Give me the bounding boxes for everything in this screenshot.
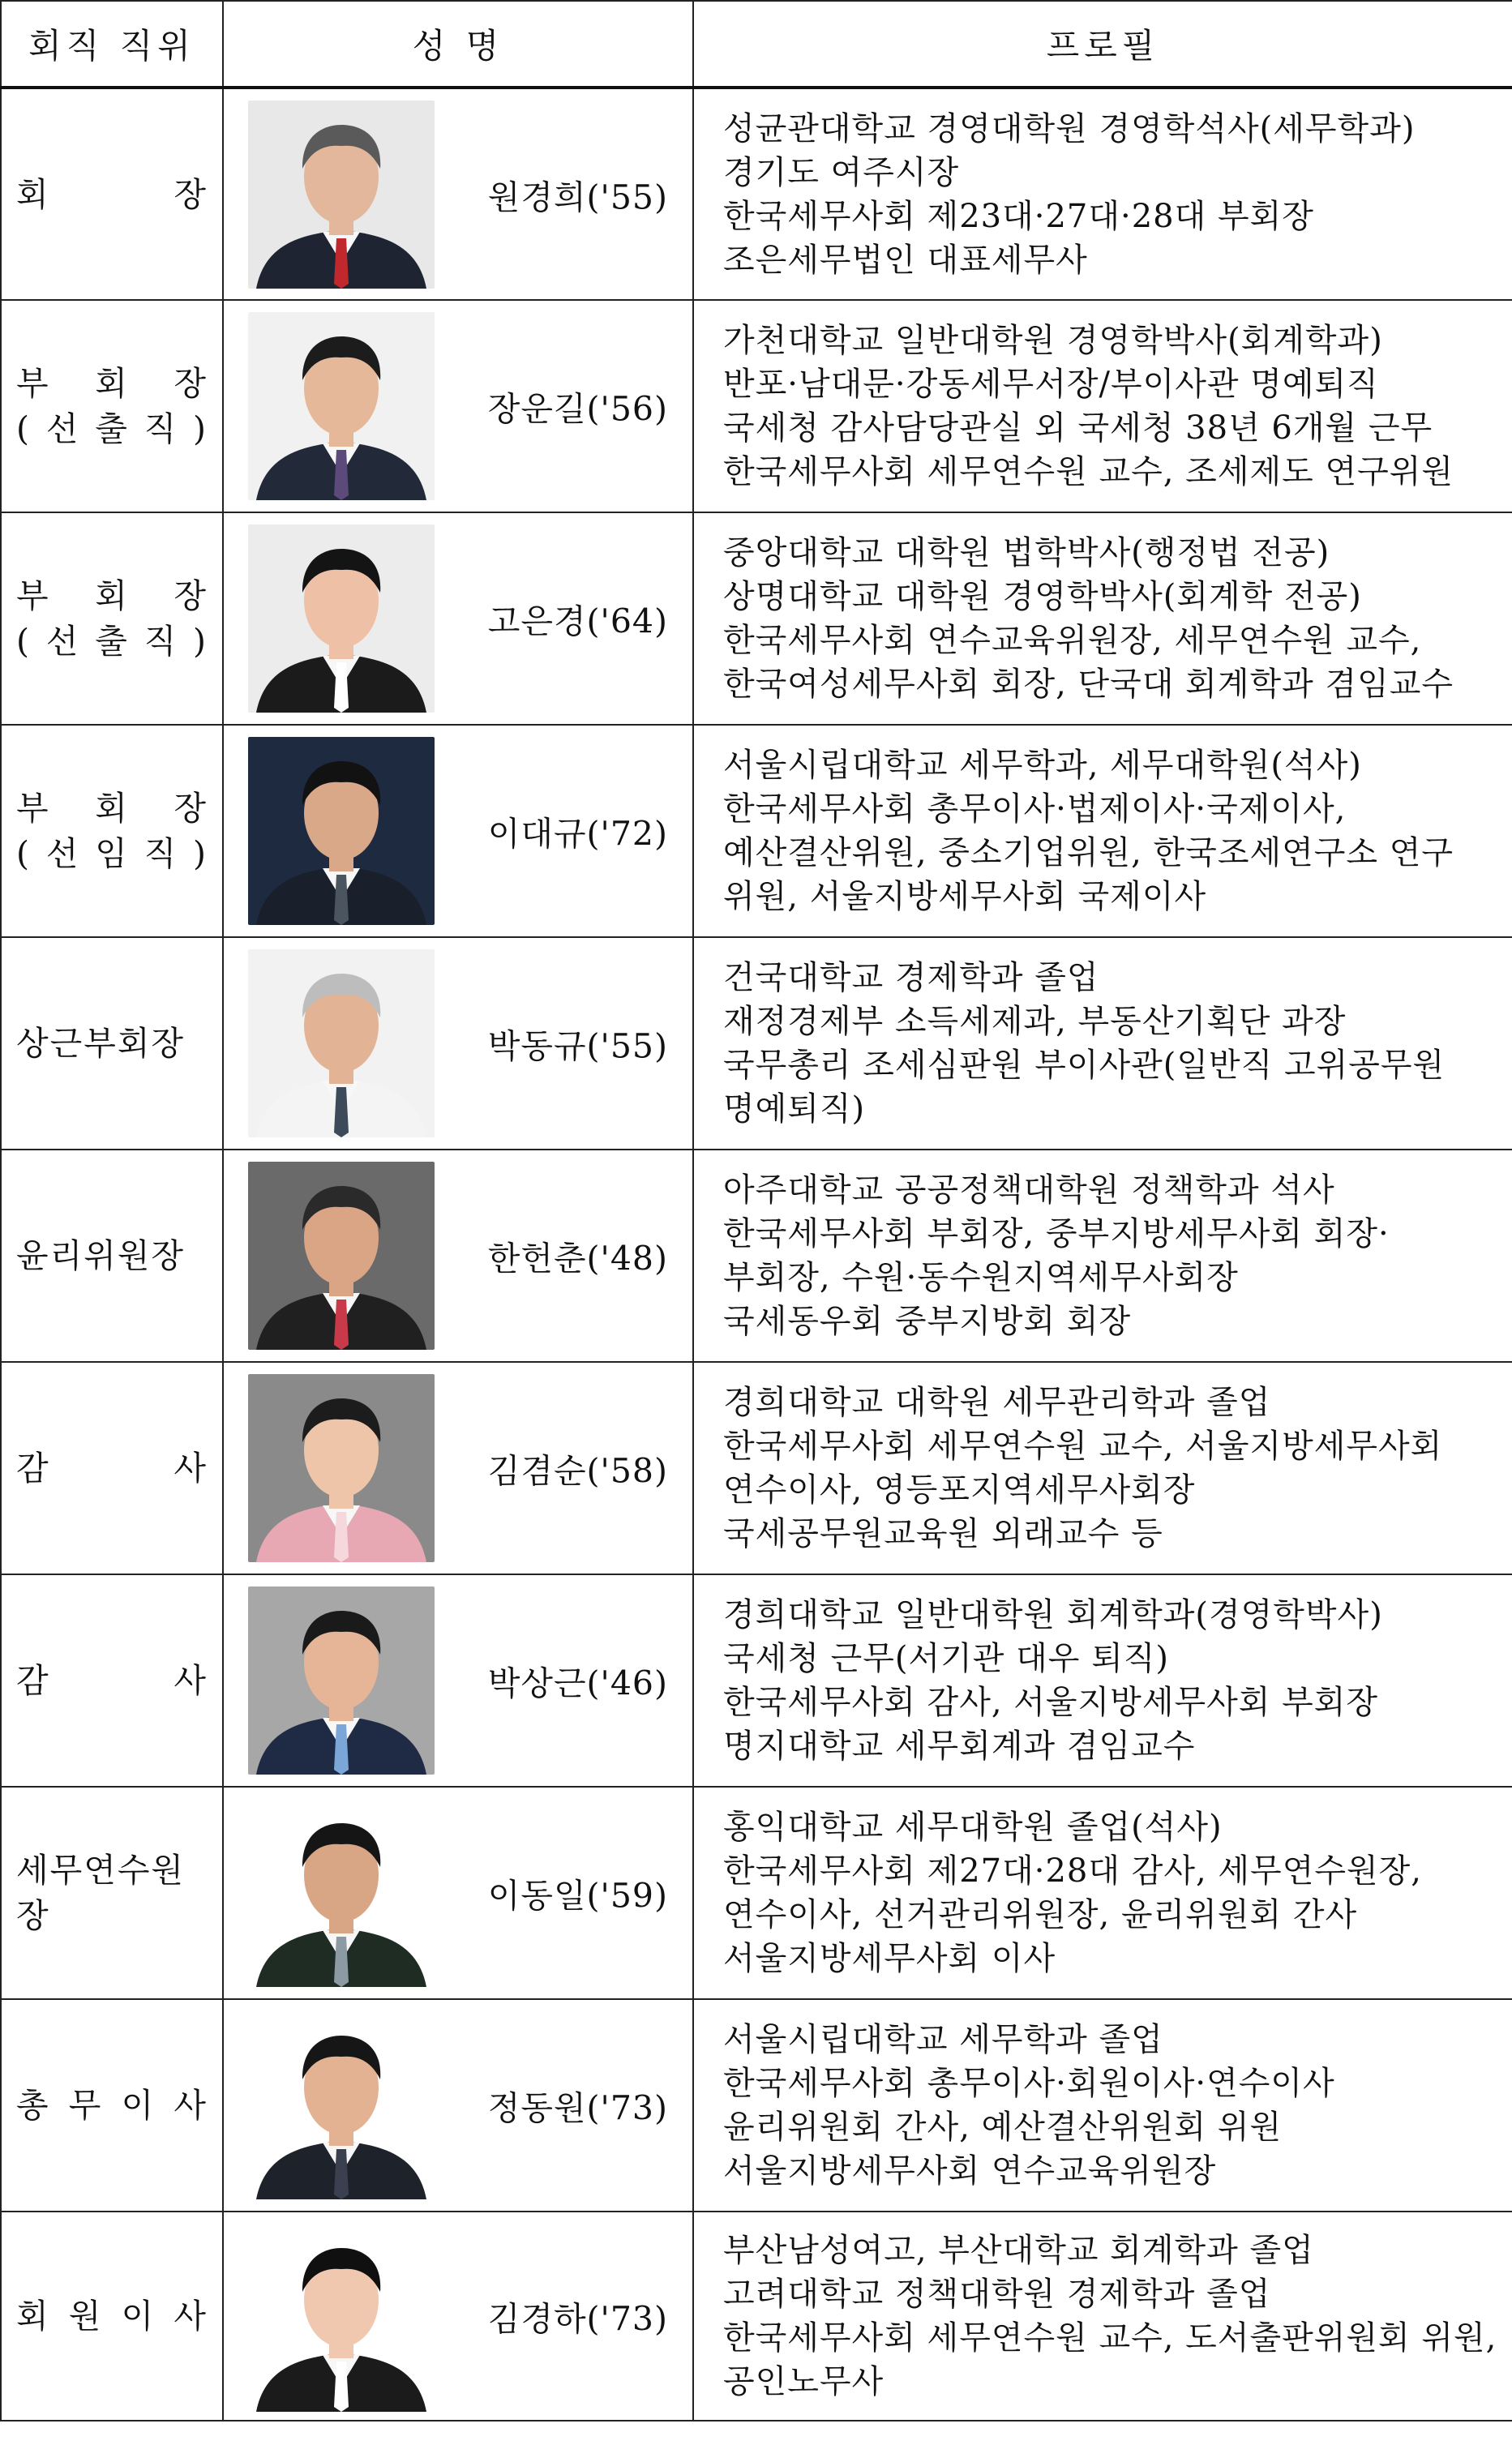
table-row <box>1 512 1512 725</box>
profile-line: 예산결산위원, 중소기업위원, 한국조세연구소 연구 <box>723 834 1454 871</box>
profile-line: 건국대학교 경제학과 졸업 <box>723 959 1099 996</box>
table-row <box>1 725 1512 937</box>
position-label: 회 장 <box>16 174 208 214</box>
position-label: 감 사 <box>16 1661 208 1700</box>
table-row <box>1 1362 1512 1574</box>
profile-cell <box>693 1574 1512 1787</box>
profile-line: 한국세무사회 감사, 서울지방세무사회 부회장 <box>723 1684 1379 1721</box>
profile-line: 반포·남대문·강동세무서장/부이사관 명예퇴직 <box>723 366 1379 403</box>
header-row <box>1 1 1512 88</box>
header-profile: 프로필 <box>693 1 1512 88</box>
portrait-photo <box>248 312 435 500</box>
name-cell <box>223 1150 693 1362</box>
profile-line: 한국세무사회 연수교육위원장, 세무연수원 교수, <box>723 622 1422 659</box>
profile-line: 명지대학교 세무회계과 겸임교수 <box>723 1728 1196 1765</box>
member-name: 박동규('55) <box>487 1026 668 1066</box>
profile-line: 한국여성세무사회 회장, 단국대 회계학과 겸임교수 <box>723 666 1454 703</box>
profile-cell <box>693 2212 1512 2421</box>
table-row <box>1 2212 1512 2421</box>
profile-line: 서울시립대학교 세무학과 졸업 <box>723 2021 1163 2058</box>
position-cell <box>1 512 223 725</box>
name-cell <box>223 1999 693 2212</box>
member-name: 한헌춘('48) <box>487 1239 668 1278</box>
portrait-photo <box>248 2224 435 2412</box>
position-label: 상근부회장 <box>16 1024 186 1063</box>
position-cell <box>1 1999 223 2212</box>
profile-line: 가천대학교 일반대학원 경영학박사(회계학과) <box>723 322 1383 359</box>
profile-line: 국무총리 조세심판원 부이사관(일반직 고위공무원 <box>723 1047 1446 1084</box>
profile-line: 공인노무사 <box>723 2363 884 2400</box>
profile-line: 한국세무사회 제23대·27대·28대 부회장 <box>723 197 1314 235</box>
position-label: 회 원 이 사 <box>16 2297 208 2336</box>
profile-line: 국세청 감사담당관실 외 국세청 38년 6개월 근무 <box>723 409 1433 447</box>
profile-line: 상명대학교 대학원 경영학박사(회계학 전공) <box>723 578 1362 615</box>
position-cell <box>1 1787 223 1999</box>
member-name: 박상근('46) <box>487 1664 668 1703</box>
profile-line: 윤리위원회 간사, 예산결산위원회 위원 <box>723 2109 1283 2146</box>
name-cell <box>223 2212 693 2421</box>
table-row <box>1 88 1512 300</box>
position-cell <box>1 300 223 512</box>
profile-line: 경기도 여주시장 <box>723 153 960 191</box>
profile-cell <box>693 88 1512 300</box>
position-label: ( 선 임 직 ) <box>16 834 208 873</box>
profile-cell <box>693 937 1512 1150</box>
profile-line: 국세공무원교육원 외래교수 등 <box>723 1515 1163 1552</box>
profile-line: 경희대학교 대학원 세무관리학과 졸업 <box>723 1384 1271 1421</box>
portrait-photo <box>248 1586 435 1775</box>
profile-line: 국세동우회 중부지방회 회장 <box>723 1303 1132 1340</box>
profile-line: 한국세무사회 총무이사·회원이사·연수이사 <box>723 2065 1335 2102</box>
profile-line: 조은세무법인 대표세무사 <box>723 241 1088 279</box>
position-cell <box>1 2212 223 2421</box>
member-name: 정동원('73) <box>487 2088 668 2128</box>
member-name: 고은경('64) <box>487 602 668 641</box>
profile-line: 한국세무사회 세무연수원 교수, 조세제도 연구위원 <box>723 453 1454 490</box>
name-cell <box>223 88 693 300</box>
profile-cell <box>693 1999 1512 2212</box>
portrait-photo <box>248 737 435 925</box>
position-label: 부 회 장 <box>16 364 208 403</box>
member-name: 김겸순('58) <box>487 1451 668 1491</box>
name-cell <box>223 937 693 1150</box>
position-label: 감 사 <box>16 1449 208 1488</box>
profile-line: 재정경제부 소득세제과, 부동산기획단 과장 <box>723 1003 1347 1040</box>
table-row <box>1 937 1512 1150</box>
profile-line: 한국세무사회 세무연수원 교수, 서울지방세무사회 <box>723 1428 1443 1465</box>
profile-line: 부회장, 수원·동수원지역세무사회장 <box>723 1259 1239 1296</box>
profile-line: 경희대학교 일반대학원 회계학과(경영학박사) <box>723 1596 1383 1634</box>
position-cell <box>1 725 223 937</box>
table-row <box>1 1999 1512 2212</box>
name-cell <box>223 1362 693 1574</box>
profile-line: 연수이사, 영등포지역세무사회장 <box>723 1471 1196 1509</box>
profile-line: 아주대학교 공공정책대학원 정책학과 석사 <box>723 1171 1335 1209</box>
name-cell <box>223 1787 693 1999</box>
position-label: 부 회 장 <box>16 789 208 828</box>
member-name: 원경희('55) <box>487 178 668 216</box>
profile-line: 한국세무사회 부회장, 중부지방세무사회 회장· <box>723 1215 1390 1252</box>
header-position: 회직 직위 <box>1 1 223 88</box>
table-row <box>1 1787 1512 1999</box>
position-cell <box>1 1150 223 1362</box>
position-label: 세무연수원장 <box>16 1851 186 1935</box>
profile-line: 고려대학교 정책대학원 경제학과 졸업 <box>723 2276 1271 2313</box>
table-row <box>1 1150 1512 1362</box>
profile-cell <box>693 1150 1512 1362</box>
member-name: 장운길('56) <box>487 389 668 429</box>
profile-line: 국세청 근무(서기관 대우 퇴직) <box>723 1640 1170 1677</box>
position-label: 윤리위원장 <box>16 1236 186 1275</box>
profile-cell <box>693 1787 1512 1999</box>
portrait-photo <box>248 949 435 1137</box>
portrait-photo <box>248 525 435 713</box>
position-cell <box>1 1574 223 1787</box>
portrait-photo <box>248 101 435 289</box>
position-cell <box>1 88 223 300</box>
name-cell <box>223 512 693 725</box>
position-label: ( 선 출 직 ) <box>16 409 208 448</box>
profile-line: 한국세무사회 세무연수원 교수, 도서출판위원회 위원, <box>723 2319 1497 2357</box>
member-name: 김경하('73) <box>487 2299 668 2339</box>
table-row <box>1 1574 1512 1787</box>
header-name: 성 명 <box>223 1 693 88</box>
profile-cell <box>693 512 1512 725</box>
position-cell <box>1 1362 223 1574</box>
profile-cell <box>693 725 1512 937</box>
position-cell <box>1 937 223 1150</box>
name-cell <box>223 725 693 937</box>
position-label: 부 회 장 <box>16 576 208 615</box>
portrait-photo <box>248 1799 435 1987</box>
profile-line: 연수이사, 선거관리위원장, 윤리위원회 간사 <box>723 1896 1358 1933</box>
profile-line: 한국세무사회 제27대·28대 감사, 세무연수원장, <box>723 1852 1422 1890</box>
name-cell <box>223 300 693 512</box>
position-label: ( 선 출 직 ) <box>16 622 208 661</box>
profile-line: 위원, 서울지방세무사회 국제이사 <box>723 878 1207 915</box>
profile-cell <box>693 300 1512 512</box>
profile-line: 성균관대학교 경영대학원 경영학석사(세무학과) <box>723 109 1416 148</box>
portrait-photo <box>248 1374 435 1562</box>
table-row <box>1 300 1512 512</box>
profile-cell <box>693 1362 1512 1574</box>
profile-line: 부산남성여고, 부산대학교 회계학과 졸업 <box>723 2232 1314 2269</box>
profile-line: 홍익대학교 세무대학원 졸업(석사) <box>723 1809 1223 1846</box>
name-cell <box>223 1574 693 1787</box>
profile-line: 서울지방세무사회 연수교육위원장 <box>723 2152 1217 2190</box>
profile-line: 한국세무사회 총무이사·법제이사·국제이사, <box>723 790 1347 828</box>
member-name: 이대규('72) <box>487 814 668 854</box>
position-label: 총 무 이 사 <box>16 2086 208 2125</box>
portrait-photo <box>248 2011 435 2199</box>
profile-line: 중앙대학교 대학원 법학박사(행정법 전공) <box>723 534 1330 572</box>
portrait-photo <box>248 1162 435 1350</box>
profile-line: 서울지방세무사회 이사 <box>723 1940 1056 1977</box>
profile-line: 서울시립대학교 세무학과, 세무대학원(석사) <box>723 747 1362 784</box>
profile-line: 명예퇴직) <box>723 1090 866 1128</box>
member-name: 이동일('59) <box>487 1876 668 1916</box>
